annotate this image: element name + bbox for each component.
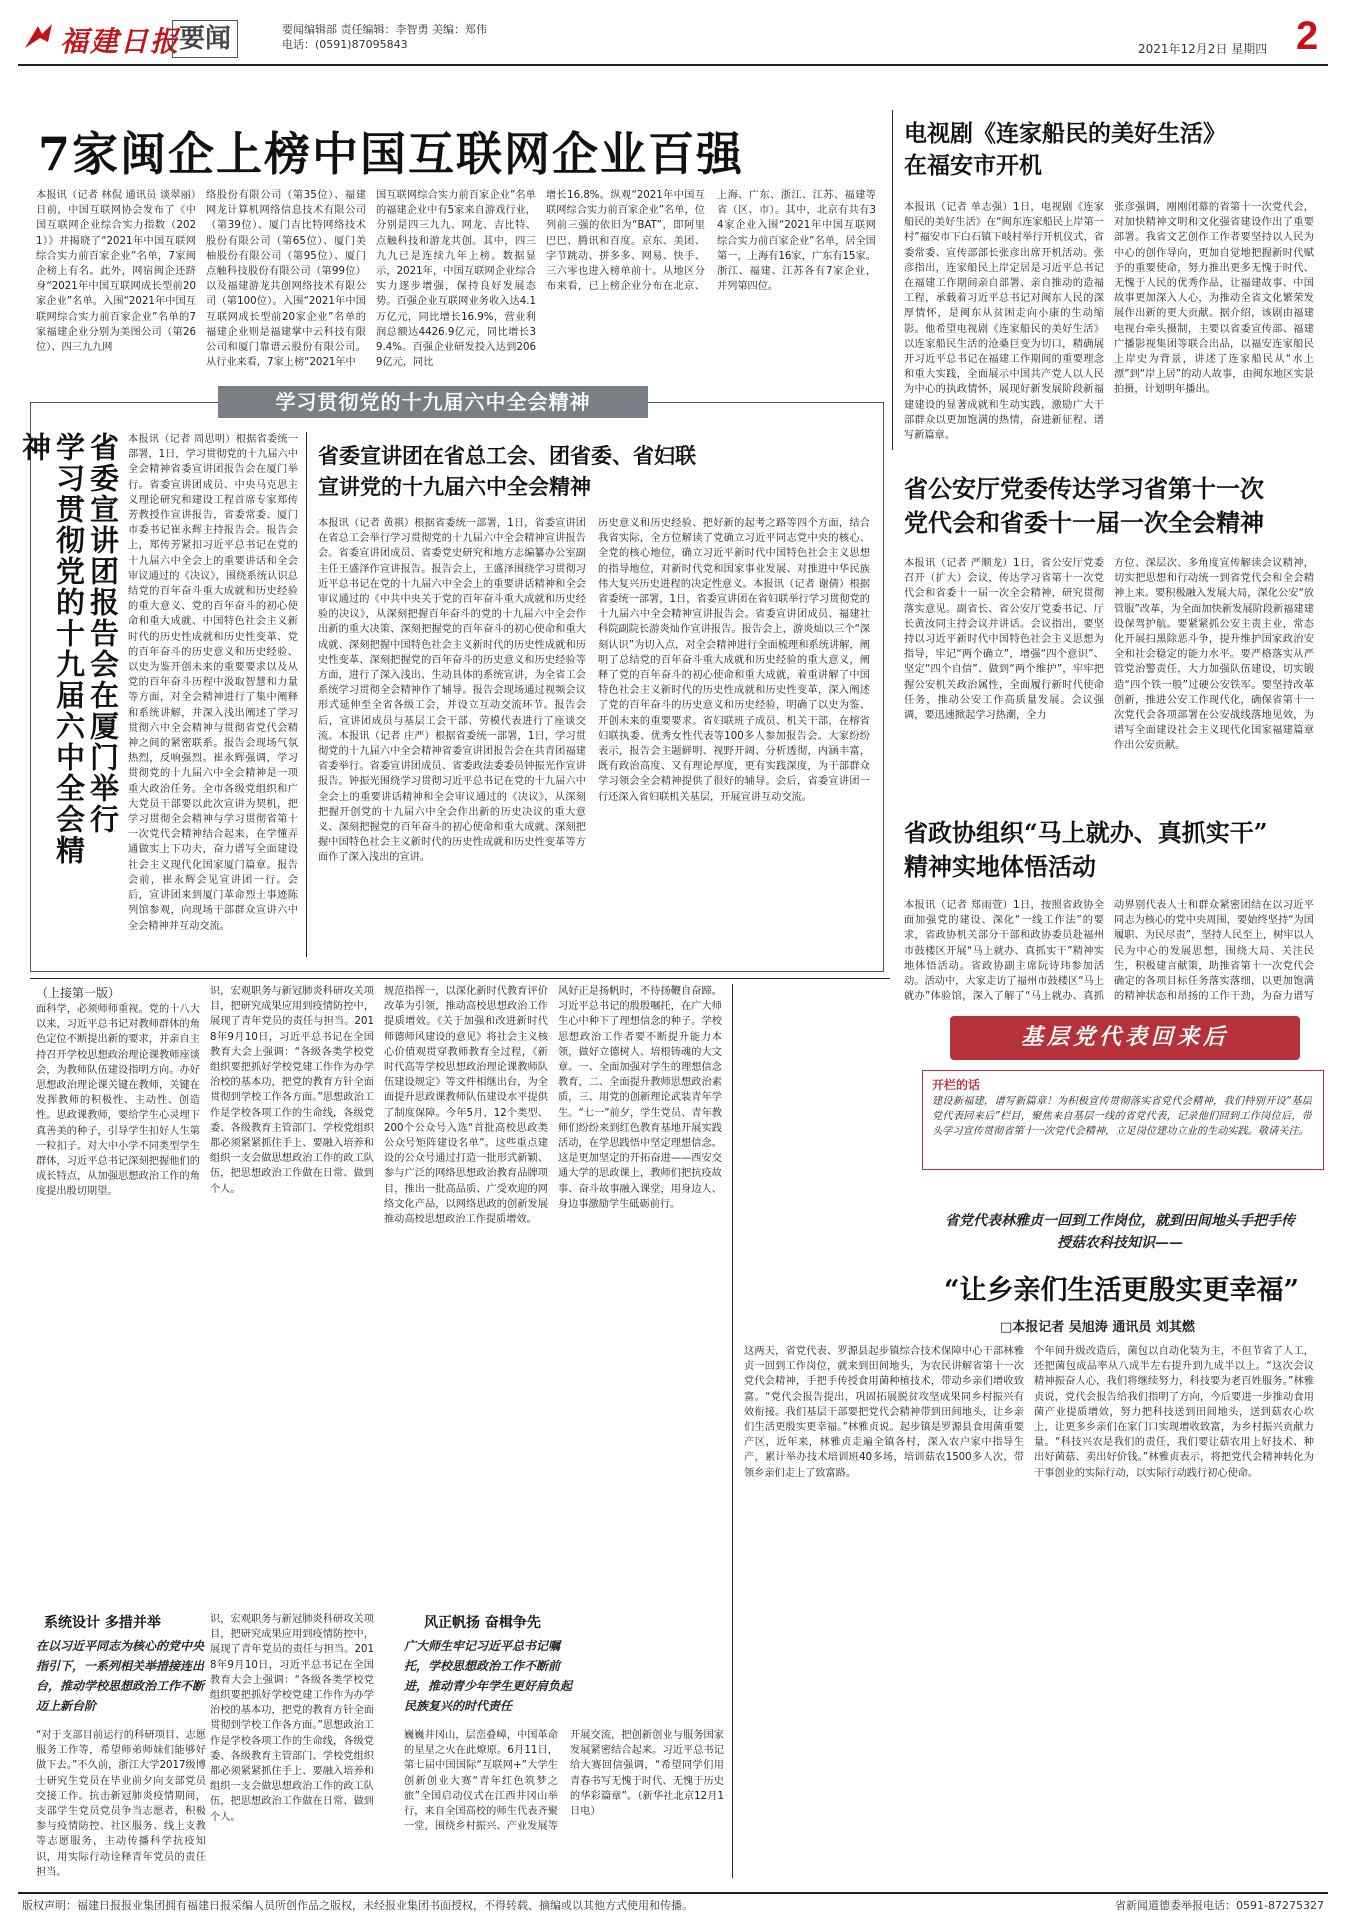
tv-story-headline	[904, 118, 1226, 182]
top-story-col3: 国互联网综合实力前百家企业”名单的福建企业中有5家来自游戏行业，分别是四三九九、网龙、吉比特、点触科技和游龙共创。其中，四三九九已是连续九年上榜。数据显示，2021年，中国互联网企业综合实力逐步增强，保持良好发展态势。百强企业互联网业务收入达4.1万亿元，同比增长16.9%，营业利润总额达4426.9亿元，同比增长39.4%。百强企业研发投入达到2069亿元，同比	[376, 190, 536, 369]
cppcc-story-headline-line2: 精神实地体悟活动	[904, 852, 1096, 881]
top-story-col4: 增长16.8%。纵观“2021年中国互联网综合实力前百家企业”名单，位列前三强的依旧为“BAT”，即阿里巴巴、腾讯和百度。京东、美团、字节跳动、拼多多、网易、快手、三六零也进入榜单前十。从地区分布来看，已上榜企业分布在北京、上海、广东、浙江、江苏、福建等省（区、市）。其中，北京有共有34家企业入围“2021年中国互联网综合实力前百家企业”名单，居全国第一，上海有16家，广东有15家。浙江、福建、江苏各有7家企业，并列第四位。	[546, 190, 876, 293]
tv-story-headline-line2: 在福安市开机	[904, 152, 1042, 179]
special-section-banner: 学习贯彻党的十九届六中全会精神	[218, 386, 648, 418]
continued-col2-extra: 识，宏观职务与新冠肺炎科研攻关项目，把研究成果应用到疫情防控中，展现了青年党员的责任与担当。2018年9月10日，习近平总书记在全国教育大会上强调：“各级各类学校党组织要把抓好学校党建工作作为办学治校的基本功，把党的教育方针全面贯彻到学校工作各方面。”思想政治工作是学校各项工作的生命线，各级党委、各级教育主管部门、学校党组织都必须紧紧抓住手上、要融入培养和组织一支会做思想政治工作的政工队伍，把思想政治工作做在日常、做到个人。	[210, 1614, 374, 1823]
grassroots-kicker: 省党代表林雅贞一回到工作岗位，就到田间地头手把手传授菇农科技知识——	[945, 1213, 1295, 1251]
design-story-deck: 在以习近平同志为核心的党中央指引下，一系列相关举措接连出台，推动学校思想政治工作不断迈上新台阶	[36, 1639, 205, 1713]
cppcc-story-col1: 本报讯（记者 郑雨萱）1日，按照省政协全面加强党的建设、深化“一线工作法”的要求，省政协机关部分干部和政协委员赴福州市鼓楼区开展“马上就办、真抓实干”精神实地体悟活动。省政协副主席阮诗玮参加活动。活动中，大家走访了福州市鼓楼区“马上就办”体验馆，深入了解了“马上就办、真抓	[904, 900, 1104, 1003]
wind-story-headline: 风正帆扬 奋楫争先	[424, 1615, 541, 1631]
continued-col2: 识，宏观职务与新冠肺炎科研攻关项目，把研究成果应用到疫情防控中，展现了青年党员的责任与担当。2018年9月10日，习近平总书记在全国教育大会上强调：“各级各类学校党组织要把抓好学校党建工作作为办学治校的基本功，把党的教育方针全面贯彻到学校工作各方面。”思想政治工作是学校各项工作的生命线，各级党委、各级教育主管部门、学校党组织都必须紧紧抓住手上、要融入培养和组织一支会做思想政治工作的政工队伍，把思想政治工作做在日常、做到个人。	[210, 986, 374, 1195]
editors-info	[282, 22, 487, 52]
column-divider	[732, 984, 733, 1878]
continued-col1: 面科学，必须师师重视。党的十八大以来，习近平总书记对教师群体的角色定位不断提出新的要求，并亲自主持召开学校思想政治理论课教师座谈会，为教师队伍建设指明方向。办好思想政治理论课关键在教师，关键在发挥教师的积极性、主动性、创造性。思政课教师，要给学生心灵埋下真善美的种子，引导学生扣好人生第一粒扣子。对大中小学不同类型学生群体，习近平总书记深刻把握他们的成长特点，从加强思想政治工作的角度提出殷切期望。	[36, 1004, 200, 1198]
police-story-col1: 本报讯（记者 严顺龙）1日，省公安厅党委召开（扩大）会议，传达学习省第十一次党代会和省委十一届一次全会精神，研究贯彻落实意见。副省长、省公安厅党委书记、厅长黄汝同主持会议并讲话。会议指出，要坚持以习近平新时代中国特色社会主义思想为指导，牢记“两个确立”，增强“四个意识”、坚定“四个自信”、做到“两个维护”，牢牢把握公安机关政治属性，全面履行新时代使命任务，推动公安工作高质量发展。会议强调，要迅速掀起学习热潮，全力	[904, 558, 1104, 722]
top-story-col1: 本报讯（记者 林侃 通讯员 谈翠丽）日前，中国互联网协会发布了《中国互联网企业综合实力指数（2021）》并揭晓了“2021年中国互联网综合实力前百家企业”名单，7家闽企榜上有名。此外，网宿闽企还跻身“2021年中国互联网成长型前20家企业”名单。入围“2021年中国互联网综合实力前百家企业”名单的7家福建企业分别为美图公司（第26位）、四三九九网	[36, 190, 196, 354]
mid-story-headline	[318, 440, 696, 502]
mid-story-headline-line1: 省委宣讲团在省总工会、团省委、省妇联	[318, 443, 696, 468]
cppcc-story-col2: 动界别代表人士和群众紧密团结在以习近平同志为核心的党中央周围，要始终坚持“为国履职、为民尽责”，坚持人民至上，树牢以人民为中心的发展思想，围绕大局、关注民生，积极建言献策，助推省第十一次党代会确定的各项目标任务落实落细，以更加饱满的精神状态和昂扬的工作干劲，为奋力谱写	[1114, 900, 1314, 1003]
section-label: 要闻	[172, 20, 238, 58]
continued-col3: 规范指挥一，以深化新时代教育评价改革为引领，推动高校思想政治工作提质增效。《关于加强和改进新时代师德师风建设的意见》将社会主义核心价值观贯穿教师教育全过程，《新时代高等学校思想政治理论课教师队伍建设规定》等文件相继出台，为全面提升思政课教师队伍建设水平提供了制度保障。今年5月，12个类型、200个公众号入选“首批高校思政类公众号矩阵建设名单”。这些重点建设的公众号通过打造一批形式新颖、参与广泛的网络思想政治教育品牌项目，推出一批高品质、广受欢迎的网络文化产品，以网络思政的创新发展推动高校思想政治工作提质增效。	[384, 986, 548, 1226]
continued-label: （上接第一版）	[36, 986, 121, 1000]
police-story-headline	[904, 472, 1264, 540]
police-story-headline-line2: 党代会和省委十一届一次全会精神	[904, 508, 1264, 537]
editors-line: 要闻编辑部 责任编辑：李智勇 美编：郑伟	[282, 23, 487, 36]
grassroots-col1: 这两天，省党代表、罗源县起步镇综合技术保障中心干部林雅贞一回到工作岗位，就来到田间地头，为农民讲解省第十一次党代会精神，手把手传授食用菌种植技术，带动乡亲们增收致富。“党代会报告提出，巩固拓展脱贫攻坚成果同乡村振兴有效衔接。我们基层干部要把党代会精神带到田间地头，让乡亲们生活更殷实更幸福。”林雅贞说。起步镇是罗源县食用菌重要产区，近年来，林雅贞走遍全镇各村，深入农户家中指导生产，累计举办技术培训班40多场，培训菇农1500多人次，带领乡亲们走上了致富路。	[744, 1346, 1024, 1479]
police-story-col2: 方位、深层次、多角度宣传解读会议精神，切实把思想和行动统一到省党代会和全会精神上来。要积极融入发展大局，深化公安“放管服”改革，为全面加快新发展阶段新福建建设保驾护航。要紧紧抓公安主责主业，常态化开展扫黑除恶斗争，提升维护国家政治安全和社会稳定的能力水平。要严格落实从严管党治警责任，大力加强队伍建设，切实锻造“四个铁一般”过硬公安铁军。要坚持改革创新，推进公安工作现代化，确保省第十一次党代会各项部署在公安战线落地见效，为谱写全面建设社会主义现代化国家福建篇章作出公安贡献。	[1114, 558, 1314, 752]
newspaper-logo: 福建日报	[60, 25, 181, 58]
top-story-headline: 7家闽企上榜中国互联网企业百强	[38, 127, 745, 181]
footer	[18, 1892, 1328, 1918]
vertical-story-body: 本报讯（记者 周思明）根据省委统一部署，1日，学习贯彻党的十九届六中全会精神省委宣讲团报告会在厦门举行。省委宣讲团成员、中央马克思主义理论研究和建设工程首席专家郑传芳教授作宣讲报告，省委常委、厦门市委书记崔永辉主持报告会。报告会上，郑传芳紧扣习近平总书记在党的十九届六中全会上的重要讲话和全会审议通过的《决议》，围绕系统认识总结党的百年奋斗重大成就和历史经验的重大意义、党的百年奋斗的初心使命和重大成就、中国特色社会主义新时代的历史性成就和历史性变革、党的百年奋斗的历史意义和历史经验、以史为鉴开创未来的重要要求以及从党的百年奋斗历程中汲取智慧和力量等方面，对全会精神进行了集中阐释和系统讲解，并深入浅出阐述了学习贯彻六中全会精神与贯彻省党代会精神之间的紧密联系。报告会现场气氛热烈，反响强烈。崔永辉强调，学习贯彻党的十九届六中全会精神是一项重大政治任务。全市各级党组织和广大党员干部要以此次宣讲为契机，把学习贯彻全会精神与学习贯彻省第十一次党代会精神结合起来，在学懂弄通做实上下功夫，奋力谱写全面建设社会主义现代化国家厦门篇章。报告会前，崔永辉会见宣讲团一行。会后，宣讲团来到厦门革命烈士事迹陈列馆参观，向现场干部群众宣讲六中全会精神并互动交流。	[128, 434, 298, 932]
tv-story-col1: 本报讯（记者 单志强）1日，电视剧《连家船民的美好生活》在“闽东连家船民上岸第一村”福安市下白石镇下岐村举行开机仪式，省委常委、宣传部部长张彦出席开机活动。张彦指出，连家船民上岸定居是习近平总书记在福建工作期间亲自部署、亲自推动的造福工程，承载着习近平总书记对闽东人民的深厚情怀，是闽东从贫困走向小康的生动缩影。他希望电视剧《连家船民的美好生活》以连家船民生活的沧桑巨变为切口，精确展开习近平总书记在福建工作期间的重要理念和重大实践，全面展示中国共产党人以人民为中心的执政情怀，展现好新发展阶段新福建建设的显著成就和生动实践，激励广大干部群众以更加饱满的热情，奋进新征程、谱写新篇章。	[904, 202, 1104, 442]
grassroots-byline: □本报记者 吴旭涛 通讯员 刘其燃	[1000, 1320, 1195, 1335]
mid-story-col1: 本报讯（记者 黄祺）根据省委统一部署，1日，省委宣讲团在省总工会举行学习贯彻党的十九届六中全会精神宣讲报告会。省委宣讲团成员、省委党史研究和地方志编纂办公室副主任王盛泽作宣讲报告。报告会上，王盛泽围绕学习贯彻习近平总书记在党的十九届六中全会上的重要讲话精神和全会审议通过的《中共中央关于党的百年奋斗重大成就和历史经验的决议》，从深刻把握百年奋斗的党的十九届六中全会作出新的重大决策、深刻把握党的百年奋斗的初心使命和重大成就、深刻把握中国特色社会主义新时代的历史性成就和历史性变革、深刻把握党的百年奋斗的历史意义和历史经验等方面，进行了深入浅出、生动具体的系统宣讲，为全省工会系统学习贯彻全会精神作了辅导。报告会现场通过视频会议形式延伸至全省各级工会，并设立互动交流环节。报告会后，宣讲团成员与基层工会干部、劳模代表进行了座谈交流。本报讯（记者 庄严）根据省委统一部署，1日，学习贯彻党的十九届六中全会精神省委宣讲团报告会在共青团福建省委举行。省委宣讲团成员、省委政法委委员钟振光作宣讲报告。钟振光围绕学习贯彻习近平总书记在党的十九届六中全会上的重要讲话精神和全会审议通过的《决议》，从深刻把握开创党的十九届六中全会作出新的历史决议的重大意义、深刻把握党的百年奋斗的初心使命和重大成就、深刻把握中国特色社会主义新时代的历史性成就和历史性变革等方面作了深入浅出的宣讲。	[318, 518, 586, 864]
section-divider	[30, 978, 890, 979]
mid-story-col2: 历史意义和历史经验、把好新的起考之路等四个方面，结合我省实际，全方位解读了党确立习近平同志党中央的核心、全党的核心地位，确立习近平新时代中国特色社会主义思想的指导地位，对新时代党和国家事业发展、对推进中华民族伟大复兴历史进程的决定性意义。本报讯（记者 谢倩）根据省委统一部署，1日，省委宣讲团在省妇联举行学习贯彻党的十九届六中全会精神宣讲报告会。省委宣讲团成员、福建社科院副院长游炎灿作宣讲报告。报告会上，游炎灿以三个“深刻认识”为切入点，对全会精神进行全面梳理和系统讲解，阐明了总结党的百年奋斗重大成就和历史经验的重大意义，阐释了党的百年奋斗的初心使命和重大成就，着重讲解了中国特色社会主义新时代的历史性成就和历史性变革，深入阐述了党的百年奋斗的历史意义和历史经验，明确了以史为鉴、开创未来的重要要求。省妇联班子成员、机关干部，在榕省妇联执委、优秀女性代表等100多人参加报告会。大家纷纷表示，报告会主题鲜明、视野开阔、分析透彻，内涵丰富，既有政治高度、又有理论厚度，更有实践深度，为干部群众学习领会全会精神提供了很好的辅导。会后，省委宣讲团一行还深入省妇联机关基层，开展宣讲互动交流。	[598, 518, 870, 803]
tv-story-headline-line1: 电视剧《连家船民的美好生活》	[904, 120, 1226, 147]
editors-phone: 电话：(0591)87095843	[282, 38, 408, 51]
wind-story-body: 巍巍井冈山，层峦叠嶂，中国革命的星星之火在此燎原。6月11日，第七届中国国际“互联网+”大学生创新创业大赛“青年红色筑梦之旅”全国启动仪式在江西井冈山举行，来自全国高校的师生代表齐聚一堂，围绕乡村振兴、产业发展等开展交流，把创新创业与服务国家发展紧密结合起来。习近平总书记给大赛回信强调，“希望同学们用青春书写无愧于时代、无愧于历史的华彩篇章”。（新华社北京12月1日电）	[404, 1730, 724, 1833]
police-story-headline-line1: 省公安厅党委传达学习省第十一次	[904, 474, 1264, 503]
tv-story-col2: 张彦强调，刚刚闭幕的省第十一次党代会，对加快精神文明和文化强省建设作出了重要部署。我省文艺创作工作者要坚持以人民为中心的创作导向，更加自觉地把握新时代赋予的重要使命，努力推出更多无愧于时代、无愧于人民的优秀作品，让福建故事、中国故事更加深入人心，为推动全省文化繁荣发展作出新的更大贡献。据介绍，该剧由福建电视台牵头摄制，主要以省委宣传部、福建广播影视集团等联合出品，以福安连家船民上岸史为背景，讲述了连家船民从“水上漂”到“岸上居”的动人故事，由闽东地区实景拍摄，计划明年播出。	[1114, 202, 1314, 396]
copyright-notice: 版权声明：福建日报报业集团拥有福建日报采编人员所创作品之版权，未经报业集团书面授权，不得转载、摘编或以其他方式使用和传播。	[22, 1899, 693, 1912]
column-divider	[306, 432, 307, 957]
column-title-pill: 基层党代表回来后	[950, 1016, 1300, 1060]
cppcc-story-headline-line1: 省政协组织“马上就办、真抓实干”	[904, 818, 1268, 847]
tipoff-hotline: 省新闻道德委举报电话：0591-87275327	[1115, 1899, 1324, 1912]
top-story-col2: 络股份有限公司（第35位）、福建网龙计算机网络信息技术有限公司（第39位）、厦门吉比特网络技术股份有限公司（第65位）、厦门美柚股份有限公司（第95位）、厦门点触科技股份有限公司（第99位）以及福建游龙共创网络技术有限公司（第100位）。入围“2021年中国互联网成长型前20家企业”名单的福建企业则是福建掌中云科技有限公司和厦门靠谱云股份有限公司。从行业来看，7家上榜“2021年中	[206, 190, 366, 369]
vertical-story-headline: 省委宣讲团报告会在厦门举行 学习贯彻党的十九届六中全会精神	[18, 432, 120, 866]
column-intro-body: 建设新福建，谱写新篇章！为积极宣传贯彻落实省党代会精神，我们特别开设“基层党代表回来后”栏目，聚焦来自基层一线的省党代表，记录他们回到工作岗位后，带头学习宣传贯彻省第十一次党代会精神，立足岗位建功立业的生动实践。敬请关注。	[932, 1096, 1312, 1138]
design-story-headline: 系统设计 多措并举	[44, 1615, 161, 1631]
design-story-body: “对于支部目前运行的科研项目、志愿服务工作等，希望师弟师妹们能够好做下去。”不久前，浙江大学2017级博士研究生党员在毕业前夕向支部党员交接工作。抗击新冠肺炎疫情期间，支部学生党员党员争当志愿者，积极参与疫情防控、社区服务、线上支教等志愿服务，主动传播科学抗疫知识，用实际行动诠释青年党员的责任担当。	[36, 1730, 206, 1878]
issue-date: 2021年12月2日 星期四	[1138, 42, 1268, 56]
cppcc-story-headline	[904, 816, 1268, 884]
page-number: 2	[1296, 14, 1319, 58]
column-intro-title: 开栏的话	[932, 1078, 981, 1092]
mid-story-headline-line2: 宣讲党的十九届六中全会精神	[318, 474, 591, 499]
grassroots-headline: “让乡亲们生活更殷实更幸福”	[944, 1275, 1300, 1306]
newspaper-logo-icon	[22, 20, 56, 54]
grassroots-col2: 个年间升级改造后，菌包以自动化装为主，不但节省了人工，还把菌包成品率从八成半左右提升到九成半以上。“这次会议精神振奋人心，我们将继续努力，科技要为老百姓服务。”林雅贞说，党代会报告给我们指明了方向，今后要进一步推动食用菌产业提质增效，努力把科技送到田间地头，送到菇农心坎上，让更多乡亲们在家门口实现增收致富，为乡村振兴贡献力量。“科技兴农是我们的责任，我们要让菇农用上好技术、种出好菌菇、卖出好价钱。”林雅贞表示，将把党代会精神转化为干事创业的实际行动，以实际行动践行初心使命。	[1034, 1346, 1314, 1479]
column-divider	[892, 110, 893, 450]
continued-col4: 风好正是扬帆时，不待扬鞭自奋蹄。习近平总书记的殷殷嘱托，在广大师生心中种下了理想信念的种子。学校思想政治工作者要不断提升能力本领，做好立德树人、培根铸魂的大文章。一、全面加强对学生的理想信念教育，二、全面提升教师思想政治素质，三、用党的创新理论武装青年学生。“七一”前夕，学生党员、青年教师们纷纷来到红色教育基地开展实践活动，在学思践悟中坚定理想信念。这是更加坚定的开拓奋进——西安交通大学的思政课上，教师们把抗疫故事、奋斗故事融入课堂，用身边人、身边事激励学生砥砺前行。	[558, 986, 722, 1210]
wind-story-deck: 广大师生牢记习近平总书记嘱托，学校思想政治工作不断前进，推动青少年学生更好肩负起民族复兴的时代责任	[404, 1639, 573, 1713]
